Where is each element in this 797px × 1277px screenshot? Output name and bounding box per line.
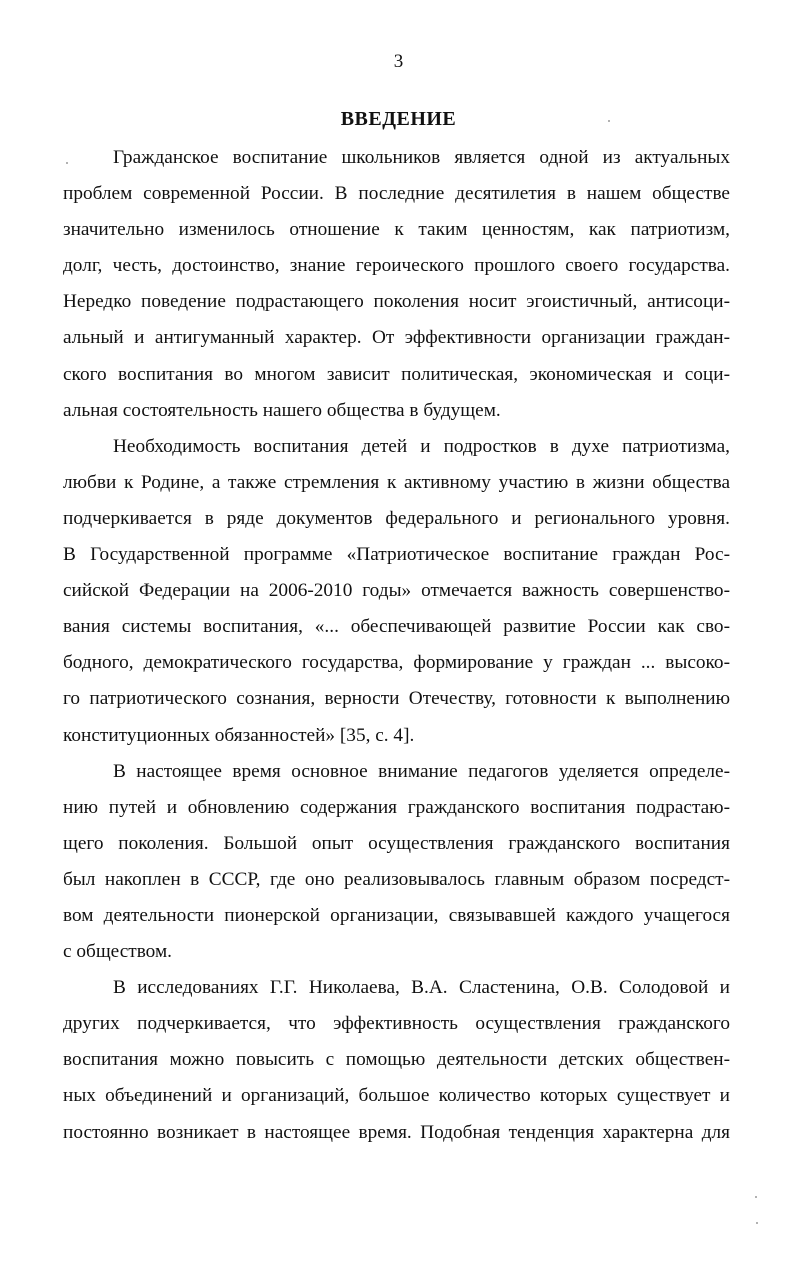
text-line: значительно изменилось отношение к таким ценностям, как патриотизм,: [63, 219, 730, 241]
body-text: [63, 140, 730, 1151]
paragraph: [63, 754, 730, 971]
text-line: Гражданское воспитание школьников является одной из актуальных: [113, 147, 730, 168]
scan-speck: [755, 1196, 757, 1198]
text-line: любви к Родине, а также стремления к активному участию в жизни общества: [63, 471, 730, 493]
scan-speck: [756, 1222, 758, 1224]
text-line: постоянно возникает в настоящее время. Подобная тенденция характерна для: [63, 1121, 730, 1143]
paragraph: [63, 970, 730, 1150]
text-line: сийской Федерации на 2006-2010 годы» отмечается важность совершенство-: [63, 580, 730, 602]
text-line: Нередко поведение подрастающего поколения носит эгоистичный, антисоци-: [63, 291, 730, 313]
text-line: бодного, демократического государства, формирование у граждан ... высоко-: [63, 652, 730, 674]
text-line: щего поколения. Большой опыт осуществления гражданского воспитания: [63, 832, 730, 854]
text-line: был накоплен в СССР, где оно реализовывалось главным образом посредст-: [63, 868, 730, 890]
scan-speck: [608, 120, 610, 122]
paragraph: [63, 140, 730, 429]
text-line: В Государственной программе «Патриотическое воспитание граждан Рос-: [63, 544, 730, 566]
text-line: го патриотического сознания, верности Отечеству, готовности к выполнению: [63, 688, 730, 710]
text-line: нию путей и обновлению содержания гражданского воспитания подрастаю-: [63, 796, 730, 818]
text-line: ского воспитания во многом зависит политическая, экономическая и соци-: [63, 363, 730, 385]
section-heading: ВВЕДЕНИЕ: [340, 108, 457, 130]
text-line: конституционных обязанностей» [35, с. 4].: [63, 724, 415, 746]
text-line: альная состоятельность нашего общества в будущем.: [63, 399, 501, 421]
text-line: ных объединений и организаций, большое количество которых существует и: [63, 1085, 730, 1107]
paragraph: [63, 429, 730, 754]
text-line: других подчеркивается, что эффективность осуществления гражданского: [63, 1013, 730, 1035]
text-line: проблем современной России. В последние десятилетия в нашем обществе: [63, 183, 730, 205]
scan-speck: [66, 162, 68, 164]
text-line: альный и антигуманный характер. От эффективности организации граждан-: [63, 327, 730, 349]
text-line: подчеркивается в ряде документов федерального и регионального уровня.: [63, 507, 730, 529]
text-line: долг, честь, достоинство, знание героического прошлого своего государства.: [63, 255, 730, 277]
text-line: с обществом.: [63, 941, 172, 963]
text-line: Необходимость воспитания детей и подростков в духе патриотизма,: [113, 435, 730, 457]
text-line: В исследованиях Г.Г. Николаева, В.А. Сластенина, О.В. Солодовой и: [113, 977, 730, 999]
text-line: вом деятельности пионерской организации, связывавшей каждого учащегося: [63, 904, 730, 926]
text-line: вания системы воспитания, «... обеспечивающей развитие России как сво-: [63, 616, 730, 638]
text-line: воспитания можно повысить с помощью деятельности детских обществен-: [63, 1049, 730, 1071]
text-line: В настоящее время основное внимание педагогов уделяется определе-: [113, 760, 730, 782]
page-number: 3: [393, 51, 404, 72]
